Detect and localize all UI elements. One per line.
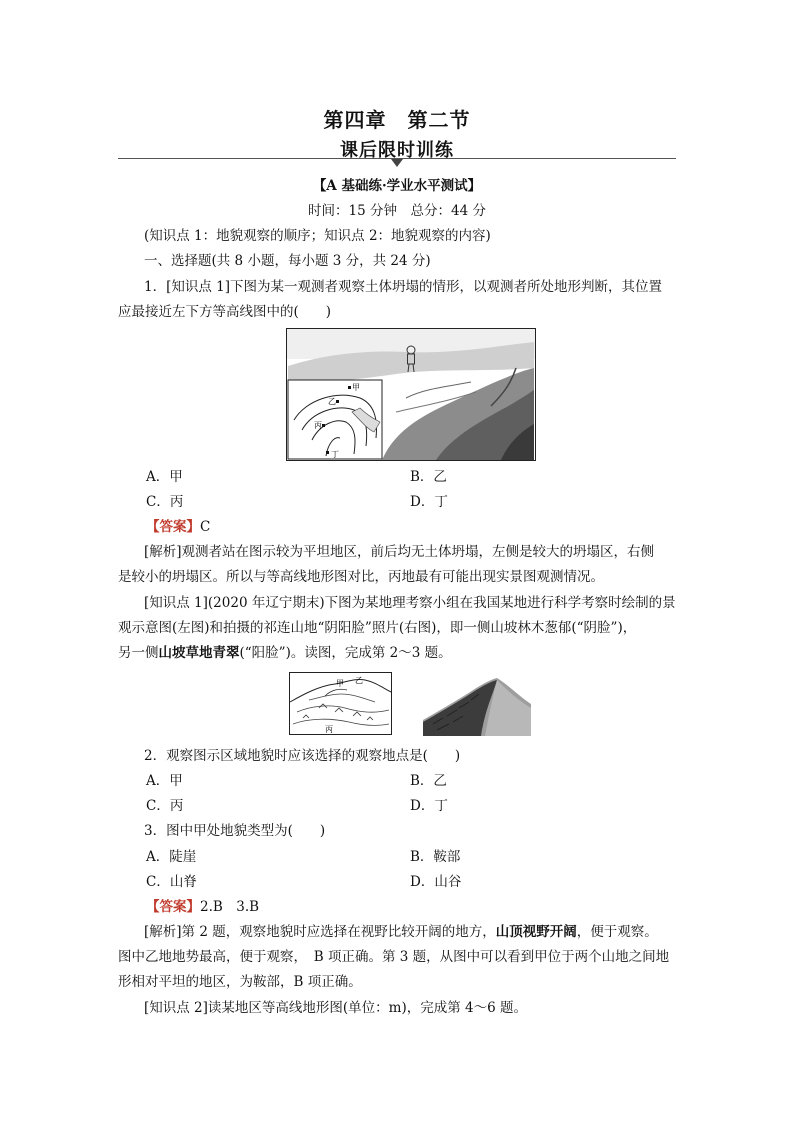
q1-option-d: D．丁 (410, 494, 448, 510)
q1-stem-line1: 1．[知识点 1]下图为某一观测者观察土体坍塌的情形，以观测者所处地形判断，其位置 (144, 279, 663, 295)
q2-option-d: D．丁 (410, 798, 448, 814)
page-subtitle: 课后限时训练 (340, 140, 454, 161)
q1-option-b: B．乙 (410, 469, 447, 485)
intro2-line3-a: 另一侧 (118, 645, 159, 661)
q2-mountain-photo (423, 674, 531, 736)
intro4-line1: [知识点 2]读某地区等高线地形图(单位：m)，完成第 4～6 题。 (144, 1000, 528, 1016)
q1-answer-tag: 【答案】 (146, 519, 200, 535)
q3-option-a: A．陡崖 (146, 849, 197, 865)
q1-label-bing: 丙 (314, 421, 322, 430)
time-score: 时间：15 分钟 总分：44 分 (308, 203, 486, 219)
knowledge-points: (知识点 1：地貌观察的顺序；知识点 2：地貌观察的内容) (144, 228, 491, 244)
q1-analysis-line2: 是较小的坍塌区。所以与等高线地形图对比，丙地最有可能出现实景图观测情况。 (118, 569, 604, 585)
q23-answer-tag: 【答案】 (146, 899, 200, 915)
q2-option-a: A．甲 (146, 773, 183, 789)
q23-analysis-line1-a: [解析]第 2 题，观察地貌时应选择在视野比较开阔的地方， (144, 924, 496, 940)
q1-option-a: A．甲 (146, 469, 183, 485)
q1-label-jia: 甲 (352, 383, 360, 392)
q1-answer-value: C (200, 519, 211, 535)
intro2-line3-c: (“阳脸”)。读图，完成第 2～3 题。 (239, 645, 452, 661)
q23-analysis-line2: 图中乙地地势最高，便于观察， B 项正确。第 3 题，从图中可以看到甲位于两个山地之间地 (118, 949, 670, 965)
q3-option-d: D．山谷 (410, 874, 462, 890)
q2-landscape-sketch (289, 672, 392, 735)
intro2-line3 (118, 644, 678, 662)
chapter-title: 第四章 第二节 (323, 108, 471, 132)
q3-option-c: C．山脊 (146, 874, 197, 890)
divider-triangle-icon (391, 159, 403, 167)
q2-option-b: B．乙 (410, 773, 447, 789)
q23-analysis-line1-b: 山顶视野开阔 (495, 924, 577, 940)
q3-option-b: B．鞍部 (410, 849, 461, 865)
intro2-line1: [知识点 1](2020 年辽宁期末)下图为某地理考察小组在我国某地进行科学考察时绘制的景 (144, 595, 676, 611)
q23-answer-value: 2.B 3.B (200, 899, 260, 915)
part-one-heading: 一、选择题(共 8 小题，每小题 3 分，共 24 分) (144, 253, 431, 269)
q1-option-c: C．丙 (146, 494, 184, 510)
intro2-line3-b: 山坡草地青翠 (158, 645, 240, 661)
q2-label-yi: 乙 (355, 676, 363, 685)
q1-stem-line2: 应最接近左下方等高线图中的( ) (118, 304, 332, 320)
q23-answer (146, 898, 706, 916)
q23-analysis-line1-c: ，便于观察。 (576, 924, 658, 940)
q2-option-c: C．丙 (146, 798, 184, 814)
q1-figure (286, 328, 536, 461)
level-title: 【A 基础练·学业水平测试】 (312, 178, 482, 194)
q2-label-jia: 甲 (336, 679, 344, 688)
intro2-line2: 观示意图(左图)和拍摄的祁连山地“阴阳脸”照片(右图)，即一侧山坡林木葱郁(“阴脸”)， (118, 620, 637, 636)
q2-label-bing: 丙 (325, 725, 333, 734)
q1-analysis-line1: [解析]观测者站在图示较为平坦地区，前后均无土体坍塌，左侧是较大的坍塌区，右侧 (144, 544, 655, 560)
q1-label-yi: 乙 (328, 397, 336, 406)
q23-analysis-line3: 形相对平坦的地区，为鞍部，B 项正确。 (118, 974, 362, 990)
q23-analysis-line1 (118, 923, 678, 941)
q1-label-ding: 丁 (331, 450, 339, 459)
q1-answer (146, 518, 706, 536)
q3-stem: 3．图中甲处地貌类型为( ) (144, 823, 326, 839)
q2-stem: 2．观察图示区域地貌时应该选择的观察地点是( ) (144, 748, 461, 764)
